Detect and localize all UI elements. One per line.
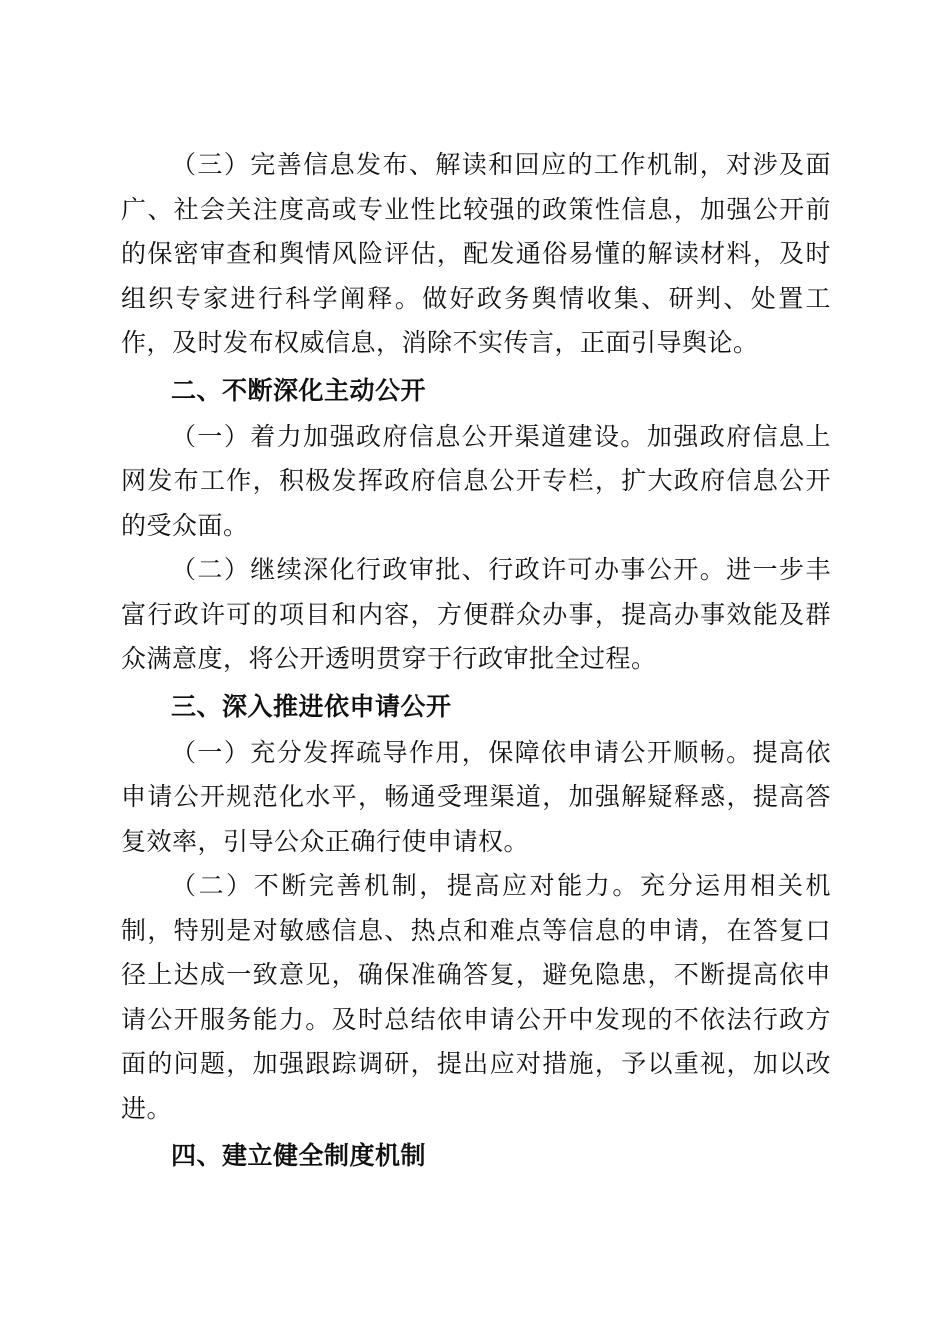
paragraph-2-2-approval: （二）继续深化行政审批、行政许可办事公开。进一步丰富行政许可的项目和内容，方便群众办事，提高办事效能及群众满意度，将公开透明贯穿于行政审批全过程。: [121, 555, 831, 673]
section-heading-2: 二、不断深化主动公开: [171, 375, 427, 405]
paragraph-3-publication-mechanism: （三）完善信息发布、解读和回应的工作机制，对涉及面广、社会关注度高或专业性比较强的政策性信息，加强公开前的保密审查和舆情风险评估，配发通俗易懂的解读材料，及时组织专家进行科学阐释。做好政务舆情收集、研判、处置工作，及时发布权威信息，消除不实传言，正面引导舆论。: [121, 150, 831, 357]
section-heading-3: 三、深入推进依申请公开: [171, 691, 452, 721]
paragraph-2-1-channels: （一）着力加强政府信息公开渠道建设。加强政府信息上网发布工作，积极发挥政府信息公开专栏，扩大政府信息公开的受众面。: [121, 421, 831, 540]
paragraph-3-1-guidance: （一）充分发挥疏导作用，保障依申请公开顺畅。提高依申请公开规范化水平，畅通受理渠道，加强解疑释惑，提高答复效率，引导公众正确行使申请权。: [121, 737, 831, 856]
document-body: [121, 143, 831, 1180]
paragraph-3-2-mechanism: （二）不断完善机制，提高应对能力。充分运用相关机制，特别是对敏感信息、热点和难点等信息的申请，在答复口径上达成一致意见，确保准确答复，避免隐患，不断提高依申请公开服务能力。及时总结依申请公开中发现的不依法行政方面的问题，加强跟踪调研，提出应对措施，予以重视，加以改进。: [121, 871, 831, 1123]
section-heading-4: 四、建立健全制度机制: [171, 1141, 427, 1170]
